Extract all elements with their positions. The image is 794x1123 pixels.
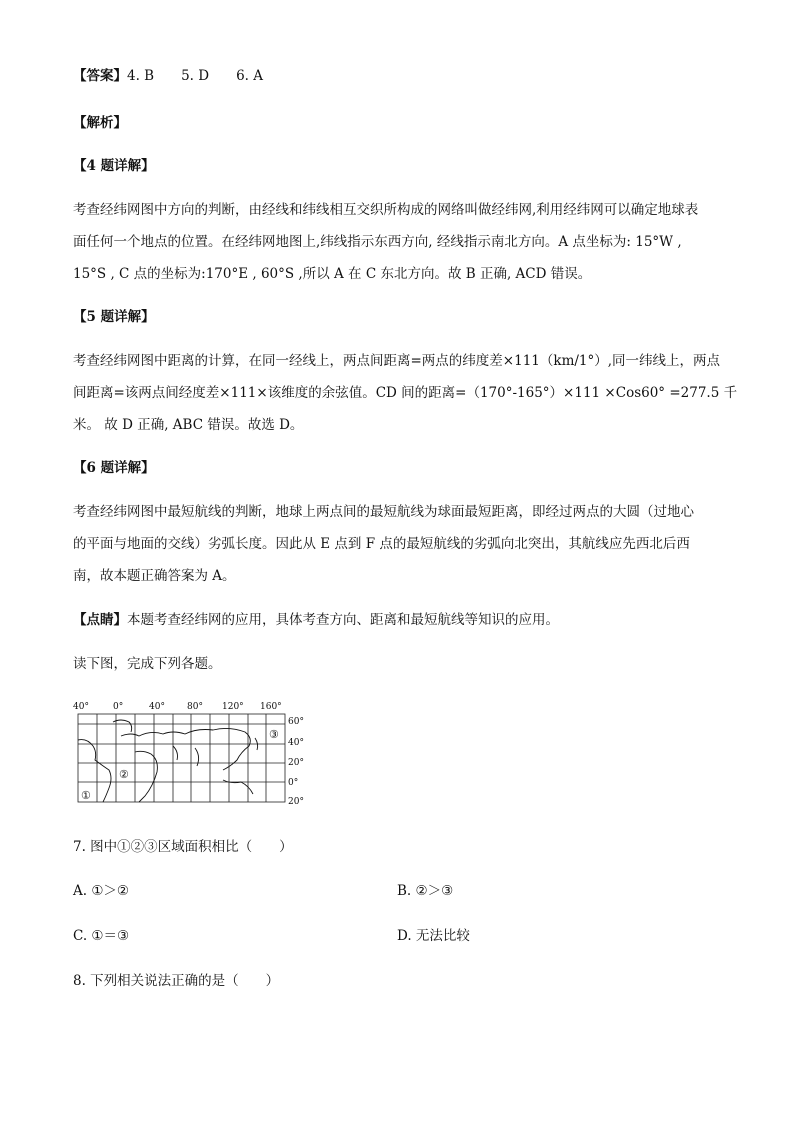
map-right-label: 0° <box>288 778 299 788</box>
q4-line-2: 面任何一个地点的位置。在经纬网地图上,纬线指示东西方向, 经线指示南北方向。A 点坐标为: 15°W , <box>73 234 682 250</box>
map-top-label: 80° <box>187 702 203 712</box>
region-1-label: ① <box>81 789 91 802</box>
read-map-instruction: 读下图，完成下列各题。 <box>73 656 222 672</box>
map-top-label: 120° <box>222 702 244 712</box>
q7-option-d[interactable]: D. 无法比较 <box>397 928 470 944</box>
q7-option-a[interactable]: A. ①＞② <box>73 883 130 899</box>
q5-line-2: 间距离=该两点间经度差×111×该维度的余弦值。CD 间的距离=（170°-165°）×111 ×Cos60° =277.5 千 <box>73 385 738 401</box>
answer-line <box>73 67 263 85</box>
map-top-label: 160° <box>260 702 282 712</box>
q5-line-3: 米。 故 D 正确, ABC 错误。故选 D。 <box>73 417 304 433</box>
q7-option-b[interactable]: B. ②＞③ <box>397 883 454 899</box>
q5-heading: 【5 题详解】 <box>73 309 155 325</box>
map-right-label: 40° <box>288 738 304 748</box>
world-grid-map <box>73 700 313 810</box>
map-top-label: 0° <box>113 702 124 712</box>
map-right-label: 20° <box>288 797 304 807</box>
q4-line-1: 考查经纬网图中方向的判断，由经线和纬线相互交织所构成的网络叫做经纬网,利用经纬网可以确定地球表 <box>73 202 699 218</box>
q5-line-1: 考查经纬网图中距离的计算，在同一经线上，两点间距离=两点的纬度差×111（km/1°）,同一纬线上，两点 <box>73 353 721 369</box>
q8-stem: 8. 下列相关说法正确的是（ ） <box>73 973 280 989</box>
comment-label: 【点睛】 <box>73 612 127 628</box>
q4-line-3: 15°S , C 点的坐标为:170°E , 60°S ,所以 A 在 C 东北方向。故 B 正确, ACD 错误。 <box>73 266 592 282</box>
region-3-label: ③ <box>269 728 279 741</box>
map-right-label: 20° <box>288 758 304 768</box>
comment-text: 本题考查经纬网的应用，具体考查方向、距离和最短航线等知识的应用。 <box>127 612 559 628</box>
map-top-label: 40° <box>73 702 89 712</box>
analysis-label: 【解析】 <box>73 115 127 131</box>
answer-text: 4. B 5. D 6. A <box>127 68 264 84</box>
comment-line <box>73 611 559 629</box>
q7-stem: 7. 图中①②③区域面积相比（ ） <box>73 839 293 855</box>
map-right-label: 60° <box>288 717 304 727</box>
q6-heading: 【6 题详解】 <box>73 460 155 476</box>
region-2-label: ② <box>119 768 129 781</box>
q6-line-2: 的平面与地面的交线）劣弧长度。因此从 E 点到 F 点的最短航线的劣弧向北突出，其航线应先西北后西 <box>73 536 690 552</box>
map-coastlines <box>78 720 258 802</box>
q4-heading: 【4 题详解】 <box>73 158 155 174</box>
map-top-label: 40° <box>149 702 165 712</box>
q7-option-c[interactable]: C. ①＝③ <box>73 928 130 944</box>
q6-line-3: 南，故本题正确答案为 A。 <box>73 568 236 584</box>
q6-line-1: 考查经纬网图中最短航线的判断，地球上两点间的最短航线为球面最短距离，即经过两点的大圆（过地心 <box>73 504 694 520</box>
answer-label: 【答案】 <box>73 68 127 84</box>
